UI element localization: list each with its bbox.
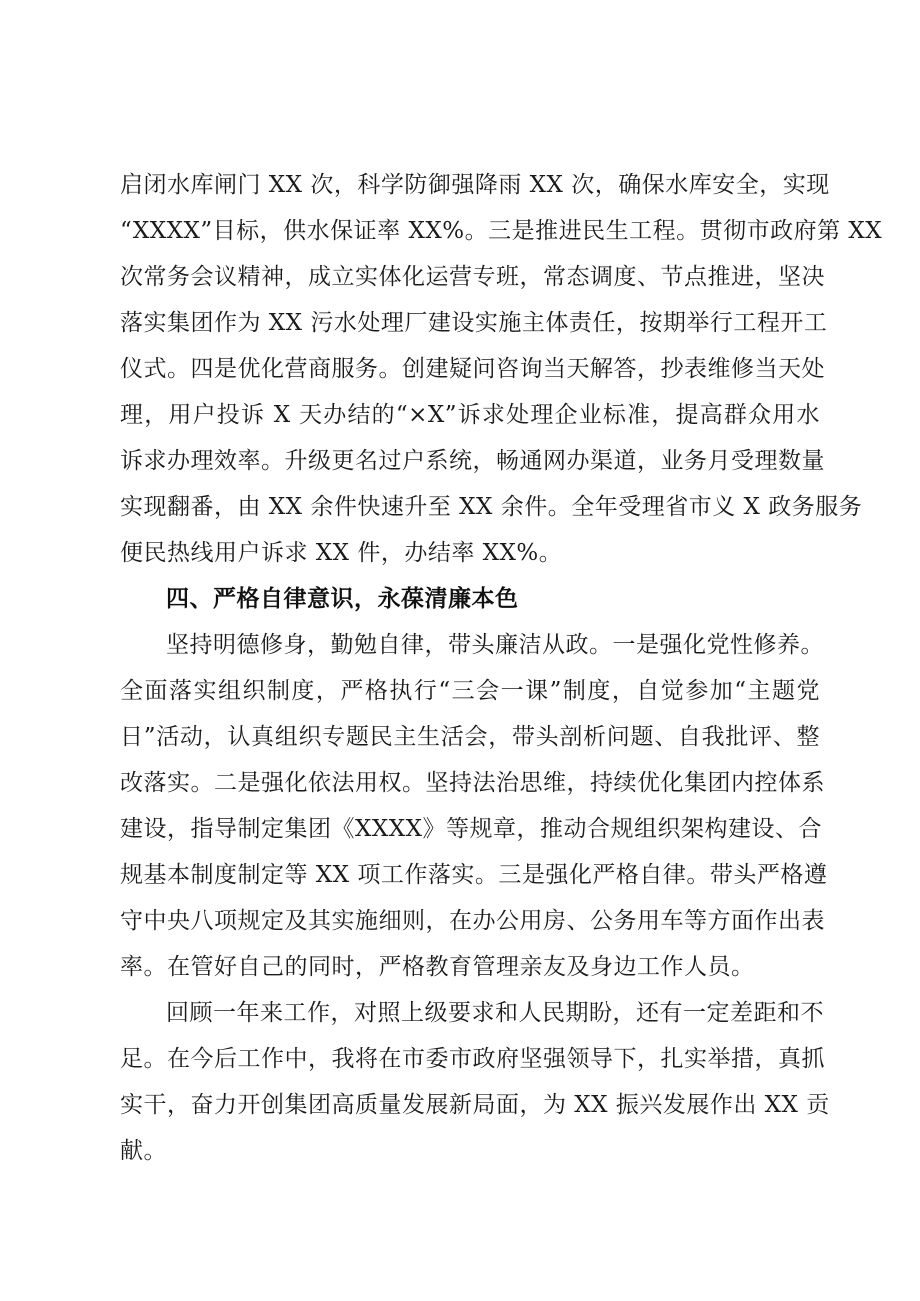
text-line: 次常务会议精神，成立实体化运营专班，常态调度、节点推进，坚决 [120,264,825,290]
text-line: 启闭水库闸门 XX 次，科学防御强降雨 XX 次，确保水库安全，实现 [120,172,830,198]
paragraph-service-work [120,162,883,576]
text-line: 献。 [120,1138,167,1164]
text-line: “XXXX”目标，供水保证率 XX%。三是推进民生工程。贯彻市政府第 XX [120,218,883,244]
text-line: 实干，奋力开创集团高质量发展新局面，为 XX 振兴发展作出 XX 贡 [120,1092,830,1118]
document-body [120,162,883,1174]
paragraph-self-discipline [120,622,828,990]
text-line: 建设，指导制定集团《XXXX》等规章，推动合规组织架构建设、合 [120,816,822,842]
text-line: 理，用户投诉 X 天办结的“×X”诉求处理企业标准，提高群众用水 [120,402,820,428]
text-line: 诉求办理效率。升级更名过户系统，畅通网办渠道，业务月受理数量 [120,448,825,474]
text-line: 实现翻番，由 XX 余件快速升至 XX 余件。全年受理省市义 X 政务服务 [120,494,863,520]
text-line: 足。在今后工作中，我将在市委市政府坚强领导下，扎实举措，真抓 [120,1046,825,1072]
text-line: 改落实。二是强化依法用权。坚持法治思维，持续优化集团内控体系 [120,770,825,796]
section-heading: 四、严格自律意识，永葆清廉本色 [166,586,519,612]
text-line: 回顾一年来工作，对照上级要求和人民期盼，还有一定差距和不 [166,1000,824,1026]
text-line: 仪式。四是优化营商服务。创建疑问咨询当天解答，抄表维修当天处 [120,356,825,382]
text-line: 便民热线用户诉求 XX 件，办结率 XX%。 [120,540,563,566]
text-line: 坚持明德修身，勤勉自律，带头廉洁从政。一是强化党性修养。 [166,632,824,658]
text-line: 日”活动，认真组织专题民主生活会，带头剖析问题、自我批评、整 [120,724,820,750]
text-line: 落实集团作为 XX 污水处理厂建设实施主体责任，按期举行工程开工 [120,310,828,336]
text-line: 全面落实组织制度，严格执行“三会一课”制度，自觉参加“主题党 [120,678,820,704]
text-line: 守中央八项规定及其实施细则，在办公用房、公务用车等方面作出表 [120,908,825,934]
text-line: 率。在管好自己的同时，严格教育管理亲友及身边工作人员。 [120,954,755,980]
paragraph-closing [120,990,830,1174]
text-line: 规基本制度制定等 XX 项工作落实。三是强化严格自律。带头严格遵 [120,862,828,888]
